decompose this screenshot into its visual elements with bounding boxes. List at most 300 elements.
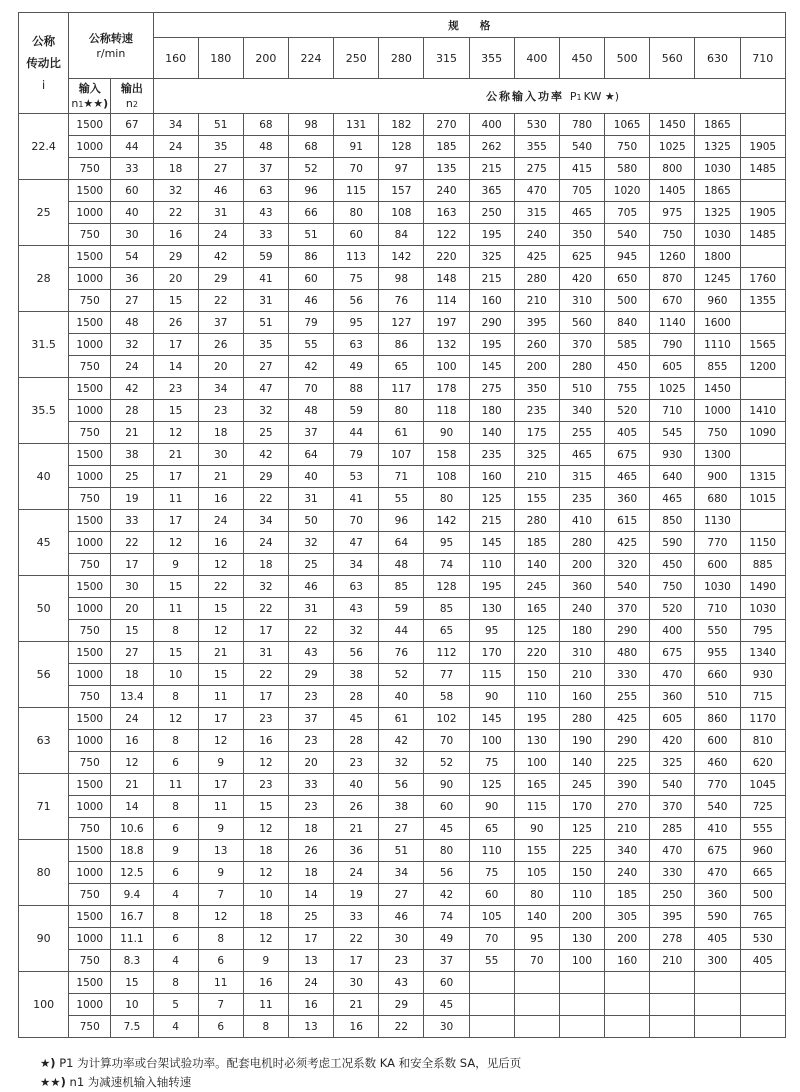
table-row bbox=[19, 356, 786, 378]
power-cell: 1025 bbox=[650, 378, 695, 400]
table-header bbox=[19, 13, 786, 114]
power-cell: 930 bbox=[740, 664, 785, 686]
output-speed-cell: 21 bbox=[111, 774, 153, 796]
power-cell: 45 bbox=[424, 994, 469, 1016]
power-cell: 165 bbox=[514, 598, 559, 620]
power-cell: 195 bbox=[514, 708, 559, 730]
power-cell: 675 bbox=[695, 840, 740, 862]
power-cell: 310 bbox=[559, 642, 604, 664]
power-cell bbox=[605, 1016, 650, 1038]
power-cell: 37 bbox=[243, 158, 288, 180]
power-cell: 235 bbox=[514, 400, 559, 422]
power-symbol: P bbox=[569, 90, 577, 103]
power-cell: 360 bbox=[650, 686, 695, 708]
power-cell: 795 bbox=[740, 620, 785, 642]
power-cell: 600 bbox=[695, 730, 740, 752]
power-cell: 545 bbox=[650, 422, 695, 444]
power-cell: 15 bbox=[153, 290, 198, 312]
power-cell: 140 bbox=[514, 906, 559, 928]
power-cell: 400 bbox=[650, 620, 695, 642]
power-cell: 955 bbox=[695, 642, 740, 664]
power-cell: 142 bbox=[424, 510, 469, 532]
power-cell: 465 bbox=[559, 202, 604, 224]
power-cell: 43 bbox=[243, 202, 288, 224]
power-cell: 127 bbox=[379, 312, 424, 334]
input-speed-cell: 750 bbox=[69, 422, 111, 444]
power-cell: 540 bbox=[559, 136, 604, 158]
power-cell: 240 bbox=[605, 862, 650, 884]
power-cell: 17 bbox=[243, 620, 288, 642]
output-speed-cell: 14 bbox=[111, 796, 153, 818]
power-cell: 158 bbox=[424, 444, 469, 466]
power-cell: 46 bbox=[288, 576, 333, 598]
table-row bbox=[19, 928, 786, 950]
power-cell: 47 bbox=[243, 378, 288, 400]
power-cell: 178 bbox=[424, 378, 469, 400]
power-cell: 182 bbox=[379, 114, 424, 136]
power-cell: 17 bbox=[288, 928, 333, 950]
power-cell: 325 bbox=[469, 246, 514, 268]
power-header bbox=[153, 79, 786, 114]
power-cell: 56 bbox=[334, 290, 379, 312]
power-cell: 765 bbox=[740, 906, 785, 928]
table-row bbox=[19, 268, 786, 290]
power-cell: 75 bbox=[469, 862, 514, 884]
power-cell: 6 bbox=[198, 950, 243, 972]
power-cell: 61 bbox=[379, 708, 424, 730]
input-speed-cell: 1000 bbox=[69, 268, 111, 290]
power-cell: 900 bbox=[695, 466, 740, 488]
power-cell: 95 bbox=[514, 928, 559, 950]
input-speed-cell: 1500 bbox=[69, 576, 111, 598]
power-cell: 114 bbox=[424, 290, 469, 312]
power-cell: 34 bbox=[334, 554, 379, 576]
power-cell bbox=[469, 994, 514, 1016]
power-cell: 240 bbox=[559, 598, 604, 620]
ratio-cell: 45 bbox=[19, 510, 69, 576]
power-cell: 27 bbox=[243, 356, 288, 378]
power-cell: 540 bbox=[650, 774, 695, 796]
power-cell: 11 bbox=[153, 488, 198, 510]
output-speed-header bbox=[111, 79, 153, 114]
input-speed-cell: 1500 bbox=[69, 906, 111, 928]
power-cell: 46 bbox=[379, 906, 424, 928]
power-cell bbox=[740, 994, 785, 1016]
power-cell: 8 bbox=[153, 906, 198, 928]
power-cell: 670 bbox=[650, 290, 695, 312]
power-cell: 85 bbox=[424, 598, 469, 620]
footnote-1 bbox=[40, 1054, 521, 1073]
power-cell: 43 bbox=[334, 598, 379, 620]
table-row bbox=[19, 708, 786, 730]
size-header-cell: 560 bbox=[650, 38, 695, 79]
power-cell: 4 bbox=[153, 884, 198, 906]
power-cell: 195 bbox=[469, 576, 514, 598]
power-cell: 18 bbox=[243, 906, 288, 928]
power-cell: 29 bbox=[243, 466, 288, 488]
power-cell: 21 bbox=[153, 444, 198, 466]
output-speed-cell: 17 bbox=[111, 554, 153, 576]
power-cell: 80 bbox=[424, 488, 469, 510]
power-cell: 22 bbox=[198, 290, 243, 312]
power-cell: 960 bbox=[695, 290, 740, 312]
power-cell: 33 bbox=[243, 224, 288, 246]
table-row bbox=[19, 994, 786, 1016]
ratio-cell: 63 bbox=[19, 708, 69, 774]
power-cell: 23 bbox=[379, 950, 424, 972]
power-cell: 22 bbox=[243, 598, 288, 620]
power-cell: 1170 bbox=[740, 708, 785, 730]
power-cell bbox=[695, 994, 740, 1016]
power-cell: 23 bbox=[288, 686, 333, 708]
power-cell: 1760 bbox=[740, 268, 785, 290]
power-cell: 40 bbox=[288, 466, 333, 488]
power-cell: 8 bbox=[153, 972, 198, 994]
power-cell: 800 bbox=[650, 158, 695, 180]
table-row bbox=[19, 510, 786, 532]
power-cell: 210 bbox=[514, 466, 559, 488]
power-cell: 55 bbox=[379, 488, 424, 510]
power-cell: 480 bbox=[605, 642, 650, 664]
power-cell: 42 bbox=[379, 730, 424, 752]
power-cell: 23 bbox=[243, 774, 288, 796]
power-cell: 1355 bbox=[740, 290, 785, 312]
output-speed-cell: 8.3 bbox=[111, 950, 153, 972]
table-row bbox=[19, 840, 786, 862]
output-speed-cell: 18.8 bbox=[111, 840, 153, 862]
input-speed-cell: 1000 bbox=[69, 664, 111, 686]
ratio-cell: 22.4 bbox=[19, 114, 69, 180]
power-cell: 43 bbox=[288, 642, 333, 664]
footnote-2-text: n1 为减速机输入轴转速 bbox=[65, 1075, 192, 1089]
power-cell: 620 bbox=[740, 752, 785, 774]
power-cell: 1020 bbox=[605, 180, 650, 202]
power-cell: 34 bbox=[379, 862, 424, 884]
power-cell: 465 bbox=[559, 444, 604, 466]
table-row bbox=[19, 752, 786, 774]
ratio-label-2: 传动比 bbox=[26, 56, 61, 70]
power-cell bbox=[559, 1016, 604, 1038]
power-cell: 18 bbox=[243, 554, 288, 576]
power-cell: 220 bbox=[424, 246, 469, 268]
power-cell: 70 bbox=[469, 928, 514, 950]
input-speed-cell: 1500 bbox=[69, 312, 111, 334]
power-cell: 16 bbox=[288, 994, 333, 1016]
table-row bbox=[19, 136, 786, 158]
input-speed-cell: 750 bbox=[69, 1016, 111, 1038]
power-cell: 275 bbox=[469, 378, 514, 400]
power-cell: 240 bbox=[424, 180, 469, 202]
input-speed-cell: 1500 bbox=[69, 642, 111, 664]
power-cell: 625 bbox=[559, 246, 604, 268]
power-cell: 12 bbox=[243, 862, 288, 884]
power-cell: 66 bbox=[288, 202, 333, 224]
power-cell: 35 bbox=[198, 136, 243, 158]
power-cell: 510 bbox=[559, 378, 604, 400]
output-speed-cell: 32 bbox=[111, 334, 153, 356]
power-cell: 52 bbox=[379, 664, 424, 686]
power-cell: 79 bbox=[334, 444, 379, 466]
power-cell: 21 bbox=[198, 466, 243, 488]
table-row bbox=[19, 950, 786, 972]
power-cell: 580 bbox=[605, 158, 650, 180]
power-cell: 680 bbox=[695, 488, 740, 510]
power-cell: 21 bbox=[198, 642, 243, 664]
input-stars: ★★) bbox=[83, 96, 109, 110]
input-speed-cell: 1500 bbox=[69, 972, 111, 994]
power-cell: 1905 bbox=[740, 136, 785, 158]
power-cell: 860 bbox=[695, 708, 740, 730]
power-cell: 55 bbox=[288, 334, 333, 356]
input-speed-cell: 1500 bbox=[69, 774, 111, 796]
power-cell: 410 bbox=[695, 818, 740, 840]
power-cell: 65 bbox=[379, 356, 424, 378]
power-cell: 180 bbox=[469, 400, 514, 422]
power-cell bbox=[740, 510, 785, 532]
input-speed-cell: 1000 bbox=[69, 466, 111, 488]
power-cell: 29 bbox=[153, 246, 198, 268]
table-row bbox=[19, 290, 786, 312]
power-cell: 4 bbox=[153, 1016, 198, 1038]
power-cell: 70 bbox=[514, 950, 559, 972]
power-cell: 46 bbox=[198, 180, 243, 202]
power-cell bbox=[469, 1016, 514, 1038]
power-cell: 95 bbox=[469, 620, 514, 642]
power-cell: 650 bbox=[605, 268, 650, 290]
power-cell: 665 bbox=[740, 862, 785, 884]
table-row bbox=[19, 334, 786, 356]
power-cell: 125 bbox=[469, 488, 514, 510]
ratio-cell: 71 bbox=[19, 774, 69, 840]
table-row bbox=[19, 202, 786, 224]
power-cell: 350 bbox=[559, 224, 604, 246]
power-cell: 17 bbox=[153, 334, 198, 356]
power-cell bbox=[469, 972, 514, 994]
output-speed-cell: 15 bbox=[111, 972, 153, 994]
output-speed-cell: 9.4 bbox=[111, 884, 153, 906]
power-cell: 16 bbox=[198, 488, 243, 510]
power-cell: 30 bbox=[198, 444, 243, 466]
power-cell: 12 bbox=[243, 818, 288, 840]
power-cell: 64 bbox=[379, 532, 424, 554]
power-cell: 117 bbox=[379, 378, 424, 400]
power-cell: 325 bbox=[650, 752, 695, 774]
power-cell: 145 bbox=[469, 356, 514, 378]
power-cell: 12 bbox=[153, 422, 198, 444]
power-cell: 960 bbox=[740, 840, 785, 862]
power-cell: 1200 bbox=[740, 356, 785, 378]
power-cell: 51 bbox=[198, 114, 243, 136]
power-cell: 1905 bbox=[740, 202, 785, 224]
power-cell: 255 bbox=[559, 422, 604, 444]
power-cell: 190 bbox=[559, 730, 604, 752]
output-speed-cell: 28 bbox=[111, 400, 153, 422]
power-cell: 88 bbox=[334, 378, 379, 400]
power-cell: 450 bbox=[605, 356, 650, 378]
power-cell: 1865 bbox=[695, 114, 740, 136]
power-cell: 27 bbox=[198, 158, 243, 180]
input-speed-cell: 1000 bbox=[69, 994, 111, 1016]
table-row bbox=[19, 818, 786, 840]
power-cell: 110 bbox=[469, 554, 514, 576]
input-speed-cell: 750 bbox=[69, 158, 111, 180]
power-cell: 44 bbox=[379, 620, 424, 642]
power-cell: 17 bbox=[153, 510, 198, 532]
power-cell: 410 bbox=[559, 510, 604, 532]
power-cell: 145 bbox=[469, 532, 514, 554]
power-cell: 340 bbox=[559, 400, 604, 422]
power-cell: 470 bbox=[650, 840, 695, 862]
power-cell: 1450 bbox=[695, 378, 740, 400]
power-cell: 100 bbox=[514, 752, 559, 774]
power-cell: 60 bbox=[469, 884, 514, 906]
power-title: 公称输入功率 bbox=[486, 90, 565, 103]
power-cell: 23 bbox=[334, 752, 379, 774]
table-row bbox=[19, 532, 786, 554]
power-cell: 750 bbox=[650, 576, 695, 598]
power-cell: 280 bbox=[559, 356, 604, 378]
footnote-2 bbox=[40, 1073, 521, 1092]
table-row bbox=[19, 180, 786, 202]
power-cell: 11 bbox=[198, 686, 243, 708]
input-speed-cell: 1000 bbox=[69, 928, 111, 950]
power-cell: 20 bbox=[153, 268, 198, 290]
power-cell: 240 bbox=[514, 224, 559, 246]
power-cell: 15 bbox=[153, 642, 198, 664]
table-row bbox=[19, 598, 786, 620]
power-cell: 470 bbox=[650, 664, 695, 686]
output-speed-cell: 33 bbox=[111, 158, 153, 180]
power-cell: 370 bbox=[559, 334, 604, 356]
power-cell: 710 bbox=[695, 598, 740, 620]
power-cell: 150 bbox=[514, 664, 559, 686]
power-cell: 24 bbox=[153, 136, 198, 158]
power-cell: 790 bbox=[650, 334, 695, 356]
power-cell: 131 bbox=[334, 114, 379, 136]
power-cell: 215 bbox=[469, 510, 514, 532]
power-cell: 705 bbox=[559, 180, 604, 202]
power-cell: 325 bbox=[514, 444, 559, 466]
output-speed-cell: 16.7 bbox=[111, 906, 153, 928]
power-cell: 215 bbox=[469, 268, 514, 290]
input-speed-cell: 750 bbox=[69, 290, 111, 312]
power-cell: 55 bbox=[469, 950, 514, 972]
size-header-cell: 355 bbox=[469, 38, 514, 79]
power-cell: 250 bbox=[469, 202, 514, 224]
power-cell: 405 bbox=[740, 950, 785, 972]
power-cell: 12 bbox=[153, 708, 198, 730]
size-header-cell: 224 bbox=[288, 38, 333, 79]
power-cell: 11 bbox=[243, 994, 288, 1016]
input-speed-cell: 750 bbox=[69, 224, 111, 246]
power-cell: 46 bbox=[288, 290, 333, 312]
power-cell: 605 bbox=[650, 356, 695, 378]
power-cell: 50 bbox=[288, 510, 333, 532]
power-cell: 37 bbox=[288, 708, 333, 730]
power-cell: 70 bbox=[288, 378, 333, 400]
power-cell: 4 bbox=[153, 950, 198, 972]
output-speed-cell: 44 bbox=[111, 136, 153, 158]
ratio-cell: 35.5 bbox=[19, 378, 69, 444]
power-cell: 130 bbox=[469, 598, 514, 620]
table-row bbox=[19, 158, 786, 180]
input-label: 输入 bbox=[78, 81, 101, 95]
output-speed-cell: 30 bbox=[111, 224, 153, 246]
power-cell: 8 bbox=[153, 730, 198, 752]
power-cell: 425 bbox=[605, 708, 650, 730]
power-cell: 98 bbox=[288, 114, 333, 136]
power-cell: 6 bbox=[153, 752, 198, 774]
power-cell: 23 bbox=[243, 708, 288, 730]
power-cell: 23 bbox=[153, 378, 198, 400]
power-cell: 1485 bbox=[740, 224, 785, 246]
output-speed-cell: 27 bbox=[111, 290, 153, 312]
power-cell: 115 bbox=[469, 664, 514, 686]
power-cell bbox=[695, 1016, 740, 1038]
table-row bbox=[19, 312, 786, 334]
power-cell: 8 bbox=[198, 928, 243, 950]
power-cell: 290 bbox=[605, 730, 650, 752]
size-header-cell: 160 bbox=[153, 38, 198, 79]
power-cell: 32 bbox=[243, 400, 288, 422]
power-cell: 118 bbox=[424, 400, 469, 422]
power-cell: 48 bbox=[243, 136, 288, 158]
power-cell: 500 bbox=[605, 290, 650, 312]
power-cell: 71 bbox=[379, 466, 424, 488]
power-cell: 100 bbox=[424, 356, 469, 378]
power-cell: 22 bbox=[153, 202, 198, 224]
table-row bbox=[19, 224, 786, 246]
output-label: 输出 bbox=[120, 81, 143, 95]
power-cell: 425 bbox=[514, 246, 559, 268]
power-cell: 1300 bbox=[695, 444, 740, 466]
power-cell: 128 bbox=[424, 576, 469, 598]
power-cell: 31 bbox=[288, 598, 333, 620]
input-speed-cell: 1000 bbox=[69, 862, 111, 884]
power-cell bbox=[559, 994, 604, 1016]
power-cell: 53 bbox=[334, 466, 379, 488]
power-cell: 32 bbox=[288, 532, 333, 554]
power-cell: 210 bbox=[559, 664, 604, 686]
power-cell: 390 bbox=[605, 774, 650, 796]
power-cell: 270 bbox=[605, 796, 650, 818]
power-cell: 280 bbox=[514, 268, 559, 290]
power-cell: 80 bbox=[379, 400, 424, 422]
power-cell: 1030 bbox=[695, 158, 740, 180]
power-cell: 22 bbox=[243, 664, 288, 686]
input-sub: 1 bbox=[78, 99, 84, 109]
power-cell: 250 bbox=[650, 884, 695, 906]
power-cell: 52 bbox=[288, 158, 333, 180]
power-cell: 51 bbox=[288, 224, 333, 246]
power-cell: 15 bbox=[198, 598, 243, 620]
output-speed-cell: 36 bbox=[111, 268, 153, 290]
power-cell: 125 bbox=[469, 774, 514, 796]
power-cell: 18 bbox=[198, 422, 243, 444]
power-cell bbox=[740, 1016, 785, 1038]
power-cell: 45 bbox=[334, 708, 379, 730]
output-speed-cell: 10.6 bbox=[111, 818, 153, 840]
power-cell: 65 bbox=[424, 620, 469, 642]
input-speed-cell: 750 bbox=[69, 752, 111, 774]
power-cell: 142 bbox=[379, 246, 424, 268]
power-cell: 32 bbox=[243, 576, 288, 598]
power-cell: 75 bbox=[469, 752, 514, 774]
power-cell: 20 bbox=[198, 356, 243, 378]
power-cell: 125 bbox=[514, 620, 559, 642]
power-cell: 200 bbox=[559, 554, 604, 576]
power-cell: 400 bbox=[469, 114, 514, 136]
